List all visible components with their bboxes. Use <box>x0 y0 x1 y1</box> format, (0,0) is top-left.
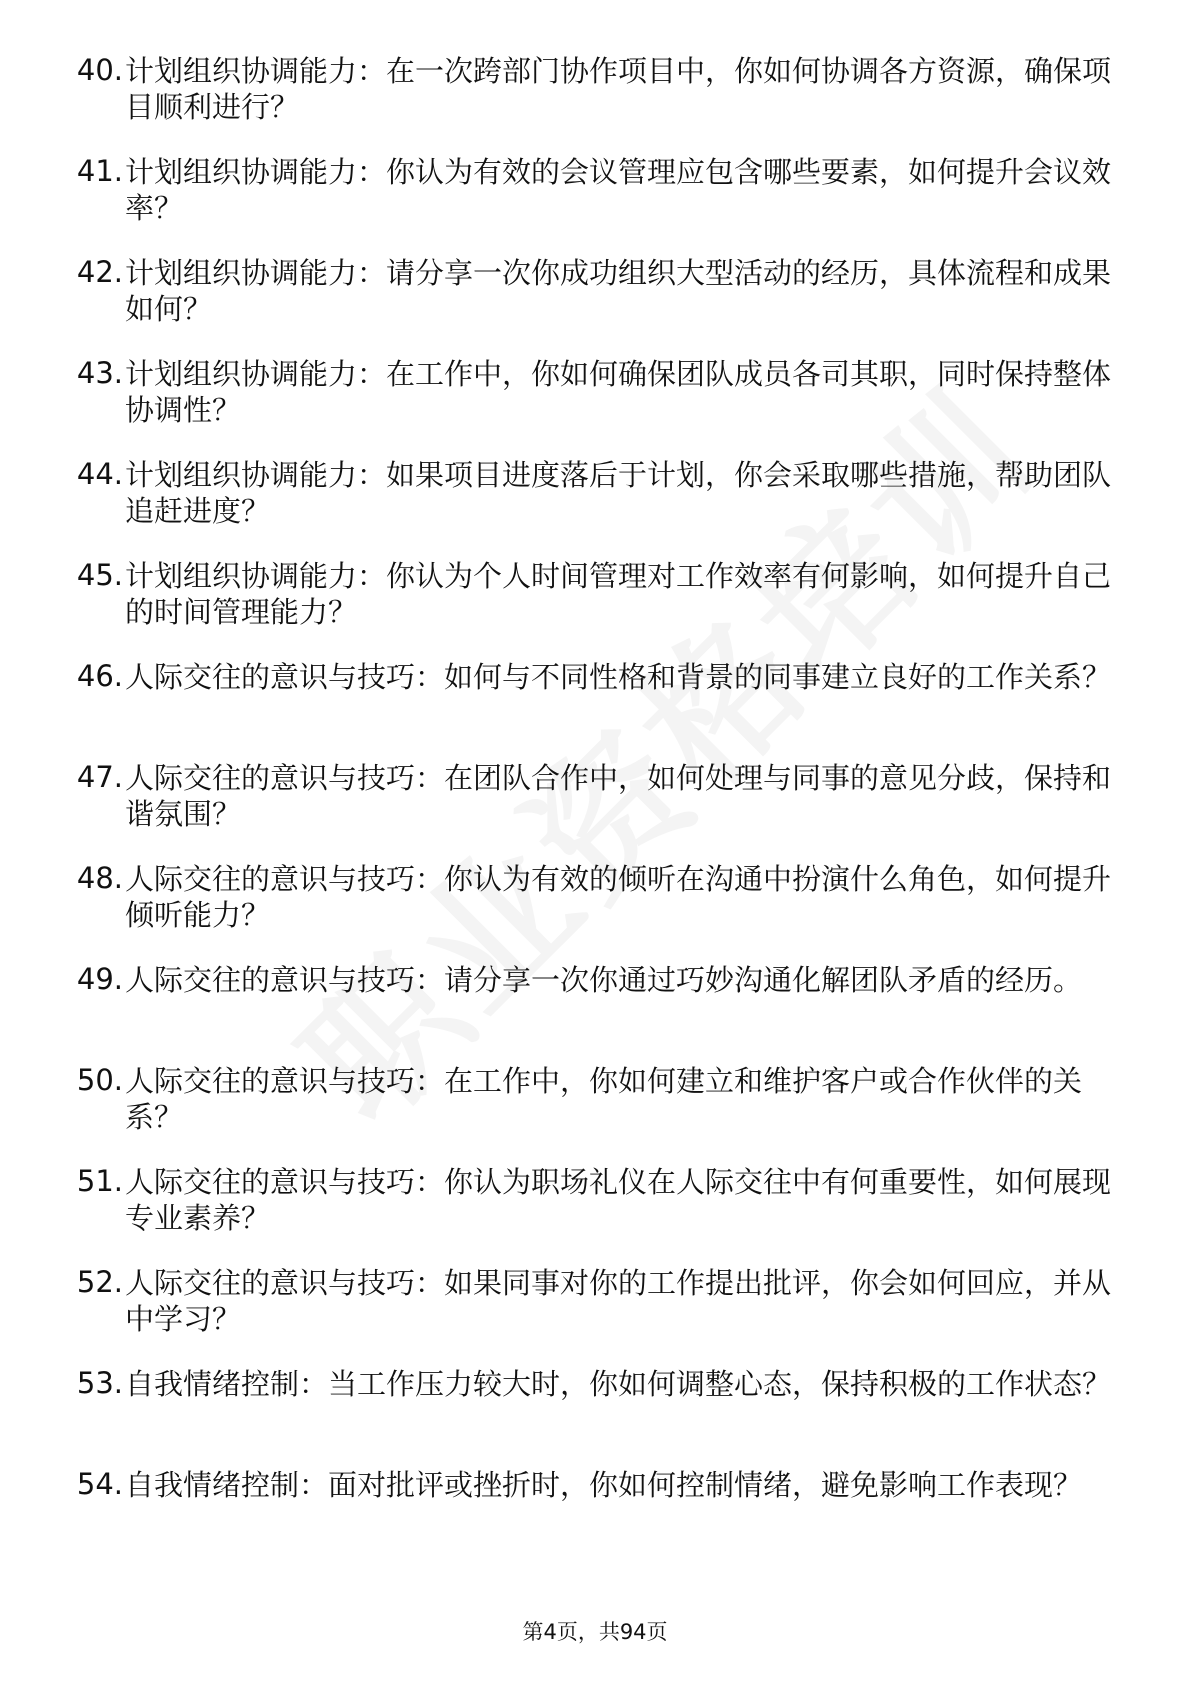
question-text: 计划组织协调能力：你认为有效的会议管理应包含哪些要素，如何提升会议效率？ <box>125 155 1112 225</box>
question-number: 45. <box>76 558 123 592</box>
question-number: 44. <box>76 457 123 491</box>
question-text: 计划组织协调能力：在一次跨部门协作项目中，你如何协调各方资源，确保项目顺利进行？ <box>125 54 1112 124</box>
question-item <box>55 557 1115 658</box>
question-item <box>55 1466 1115 1567</box>
question-number: 51. <box>76 1164 123 1198</box>
question-item <box>55 52 1115 153</box>
question-text: 人际交往的意识与技巧：在团队合作中，如何处理与同事的意见分歧，保持和谐氛围？ <box>125 761 1112 831</box>
question-number: 49. <box>76 962 123 996</box>
question-item <box>55 961 1115 1062</box>
question-list <box>55 52 1115 1567</box>
question-item <box>55 254 1115 355</box>
question-number: 54. <box>76 1467 123 1501</box>
question-number: 41. <box>76 154 123 188</box>
question-number: 50. <box>76 1063 123 1097</box>
question-text: 计划组织协调能力：在工作中，你如何确保团队成员各司其职，同时保持整体协调性？ <box>125 357 1112 427</box>
question-number: 46. <box>76 659 123 693</box>
question-text: 人际交往的意识与技巧：你认为职场礼仪在人际交往中有何重要性，如何展现专业素养？ <box>125 1165 1112 1235</box>
question-item <box>55 759 1115 860</box>
question-text: 自我情绪控制：面对批评或挫折时，你如何控制情绪，避免影响工作表现？ <box>125 1468 1083 1502</box>
question-text: 计划组织协调能力：请分享一次你成功组织大型活动的经历，具体流程和成果如何？ <box>125 256 1112 326</box>
question-item <box>55 1163 1115 1264</box>
question-text: 人际交往的意识与技巧：如何与不同性格和背景的同事建立良好的工作关系？ <box>125 660 1112 694</box>
question-text: 人际交往的意识与技巧：请分享一次你通过巧妙沟通化解团队矛盾的经历。 <box>125 963 1083 997</box>
question-item <box>55 860 1115 961</box>
question-number: 53. <box>76 1366 123 1400</box>
page-number-footer: 第4页，共94页 <box>522 1620 668 1644</box>
question-item <box>55 1062 1115 1163</box>
question-text: 人际交往的意识与技巧：你认为有效的倾听在沟通中扮演什么角色，如何提升倾听能力？ <box>125 862 1112 932</box>
question-item <box>55 658 1115 759</box>
question-number: 43. <box>76 356 123 390</box>
question-text: 计划组织协调能力：你认为个人时间管理对工作效率有何影响，如何提升自己的时间管理能力？ <box>125 559 1112 629</box>
question-number: 52. <box>76 1265 123 1299</box>
question-text: 人际交往的意识与技巧：如果同事对你的工作提出批评，你会如何回应，并从中学习？ <box>125 1266 1112 1336</box>
question-item <box>55 1264 1115 1365</box>
question-item <box>55 355 1115 456</box>
question-number: 40. <box>76 53 123 87</box>
question-item <box>55 456 1115 557</box>
question-item <box>55 1365 1115 1466</box>
question-text: 人际交往的意识与技巧：在工作中，你如何建立和维护客户或合作伙伴的关系？ <box>125 1064 1083 1134</box>
question-number: 47. <box>76 760 123 794</box>
question-number: 42. <box>76 255 123 289</box>
question-text: 自我情绪控制：当工作压力较大时，你如何调整心态，保持积极的工作状态？ <box>125 1367 1112 1401</box>
question-number: 48. <box>76 861 123 895</box>
question-text: 计划组织协调能力：如果项目进度落后于计划，你会采取哪些措施，帮助团队追赶进度？ <box>125 458 1112 528</box>
question-item <box>55 153 1115 254</box>
